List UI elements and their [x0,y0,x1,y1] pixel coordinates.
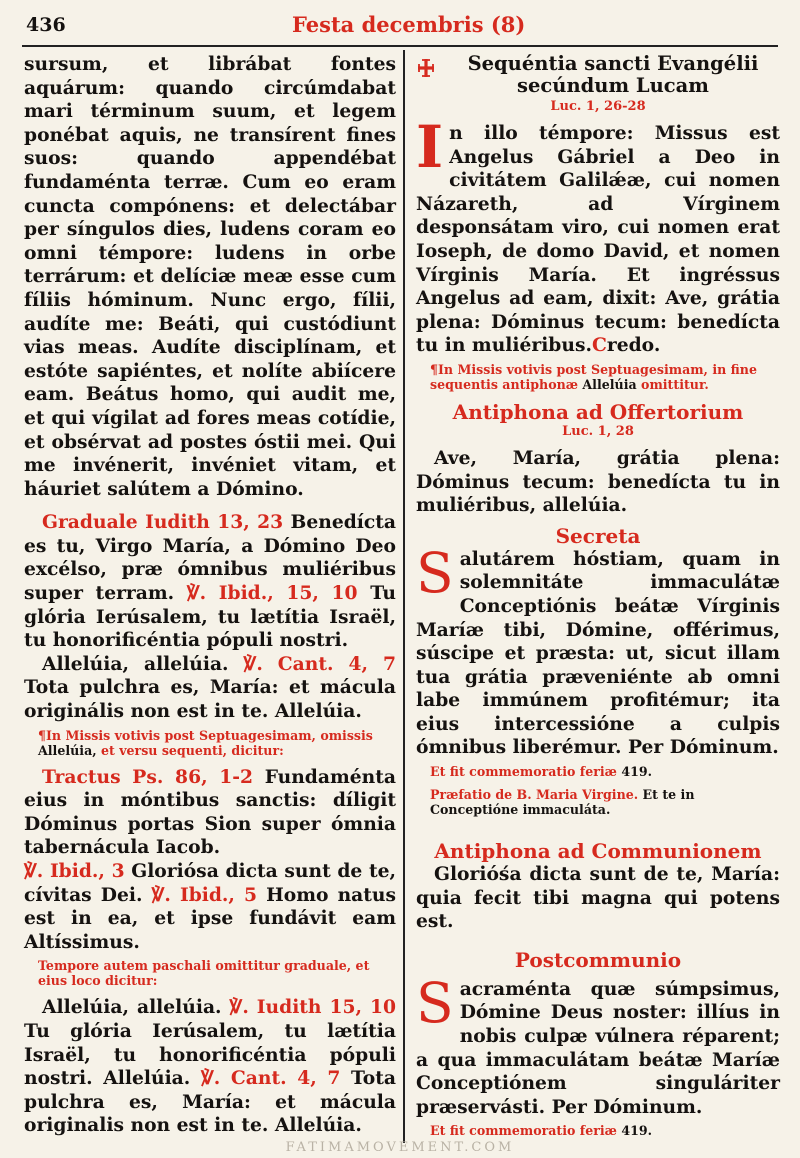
secreta-initial: S [416,540,454,605]
page-header [0,0,800,40]
right-column [416,53,780,1146]
graduale-text: Benedícta es tu, Virgo María, a Dómino Deo excélso, præ ómnibus muliéribus super terram. [24,511,396,605]
paschal-alleluia-paragraph [24,996,396,1138]
postcommunio-text: acraménta quæ súmpsimus, Dómine Deus noster: illíus in nobis culpæ vúlnera réparent; a qua immaculátam beátæ Maríæ Conceptiónem singuláriter præservásti. Per Dóminum. [416,977,780,1118]
tractus-paragraph [24,766,396,860]
offertory-text: Ave, María, grátia plena: Dóminus tecum: benedícta tu in muliéribus, allelúia. [416,446,780,517]
commemoration-1-page: 419. [616,764,652,780]
alleluia-verse-label: ℣. Cant. 4, 7 [228,652,396,675]
gospel-initial: I [416,113,444,181]
paschal-verse1-text: Tu glória Ierúsalem, tu lætítia Israël, tu honorificéntia pópuli nostri. Allelúia. [24,1019,396,1090]
rubric-note3-part2: Allelúia [578,376,642,392]
alleluia-text: Allelúia, allelúia. [42,652,229,675]
alleluia-paragraph [24,653,396,724]
alleluia-verse-text: Tota pulchra es, María: et mácula originális non est in te. Allelúia. [24,676,396,723]
gospel-text: n illo témpore: Missus est Angelus Gábriel a Deo in civitátem Galilǽæ, cui nomen Názareth, ad Vírginem desponsátam viro, cui nomen erat Ioseph, de domo David, et nomen Vírginis María. Et ingréssus Angelus ad eam, dixit: Ave, grátia plena: Dóminus tecum: benedícta tu in muliéribus. [416,122,780,357]
tractus-verse1-label: ℣. Ibid., 3 [24,860,125,882]
gospel-citation: Luc. 1, 26-28 [550,99,646,114]
epistle-continuation: sursum, et librábat fontes aquárum: quando circúmdabat mari términum suum, et legem ponébat aquis, ne transírent fines suos: quando appendébat fundaménta terræ. Cum eo eram cuncta compónens: et delectábar per síngulos dies, ludens coram eo omni témpore: ludens in orbe terrárum: et delíciæ meæ esse cum fíliis hóminum. Nunc ergo, fílii, audíte me: Beáti, qui custódiunt vias meas. Audíte disciplínam, et estóte sapiéntes, et nolíte abiícere eam. Beátus homo, qui audit me, et qui vígilat ad fores meas cotídie, et obsérvat ad postes óstii mei. Qui me invénerit, invéniet vitam, et háuriet salútem a Dómino. [24,53,396,500]
preface-label: Præfatio de B. Maria Virgine. [430,787,639,803]
gospel-paragraph [416,113,780,358]
page-number: 436 [26,14,66,36]
secreta-heading: Secreta [555,523,641,548]
rubric-note-part3: et versu sequenti, dicitur: [101,742,284,758]
rubric-note-part1: ¶In Missis votivis post Septuagesimam, omissis [38,727,373,743]
offertory-citation: Luc. 1, 28 [562,423,634,439]
offertory-heading: Antiphona ad Offertorium [452,399,744,424]
paschal-alleluia-text: Allelúia, allelúia. [42,996,222,1019]
tractus-label: Tractus Ps. 86, 1-2 [42,765,254,788]
commemoration-note-1 [430,764,780,779]
tractus-verse1-text: Gloriósa dicta sunt de te, cívitas Dei. [24,860,397,906]
paschal-verse2-label: ℣. Cant. 4, 7 [190,1067,341,1090]
postcommunio-heading: Postcommunio [514,947,682,972]
credo-rest: redo. [606,334,661,357]
paschal-verse2-text: Tota pulchra es, María: et mácula originalis non est in te. Allelúia. [24,1067,396,1137]
rubric-paschal-note: Tempore autem paschali omittitur graduale, et eius loco dicitur: [38,958,370,989]
column-divider [403,50,405,1143]
rubric-note3-part1: ¶In Missis votivis post Septuagesimam, in fine sequentis antiphonæ [430,361,757,392]
commemoration-2-label: Et fit commemoratio feriæ [430,1123,617,1139]
commemoration-1-label: Et fit commemoratio feriæ [430,764,617,780]
graduale-verse-text: Tu glória Ierúsalem, tu lætítia Israël, tu honorificéntia pópuli nostri. [24,582,396,652]
postcommunio-paragraph [416,970,780,1120]
postcommunio-initial: S [416,970,454,1035]
watermark: FATIMAMOVEMENT.COM [285,1140,515,1155]
gospel-title: Sequéntia sancti Evangélii secúndum Lucam [467,52,759,97]
secreta-text: alutárem hóstiam, quam in solemnitáte immaculátæ Conceptiónis beátæ Vírginis Maríæ tibi, Dómine, offérimus, súscipe et præsta: ut, sicut illam tua grátia præveniénte ab omni labe immúnem profitémur; ita eius intercessióne a culpis ómnibus liberémur. Per Dóminum. [416,547,780,759]
secreta-paragraph [416,540,780,760]
credo-initial: C [592,334,607,357]
commemoration-2-page: 419. [616,1123,652,1139]
paschal-verse1-label: ℣. Iudith 15, 10 [221,996,396,1019]
graduale-verse-label: ℣. Ibid., 15, 10 [174,582,358,605]
rubric-votive-note [38,728,396,758]
left-column [24,53,396,1138]
preface-note [430,787,780,817]
rubric-note-part2: Allelúia, [38,742,102,758]
tractus-text: Fundaménta eius in móntibus sanctis: díligit Dóminus portas Sion super ómnia tabernácula Iacob. [24,765,396,859]
tractus-verse2-text: Homo natus est in ea, et ipse fundávit eam Altíssimus. [24,883,396,953]
tractus-verse2-label: ℣. Ibid., 5 [142,883,258,906]
graduale-label: Graduale Iudith 13, 23 [42,511,284,534]
header-rule [22,45,778,47]
commemoration-note-2 [430,1123,780,1138]
rubric-offertory-note [430,362,780,392]
tractus-verses [24,860,396,954]
rubric-note3-part3: omittitur. [641,376,709,392]
graduale-paragraph [24,511,396,653]
preface-text: Et te in Conceptióne immaculáta. [430,787,695,818]
page-title: Festa decembris (8) [292,12,526,37]
communion-heading: Antiphona ad Communionem [434,839,762,864]
communion-text: Glorióśa dicta sunt de te, María: quia fecit tibi magna qui potens est. [416,863,780,933]
